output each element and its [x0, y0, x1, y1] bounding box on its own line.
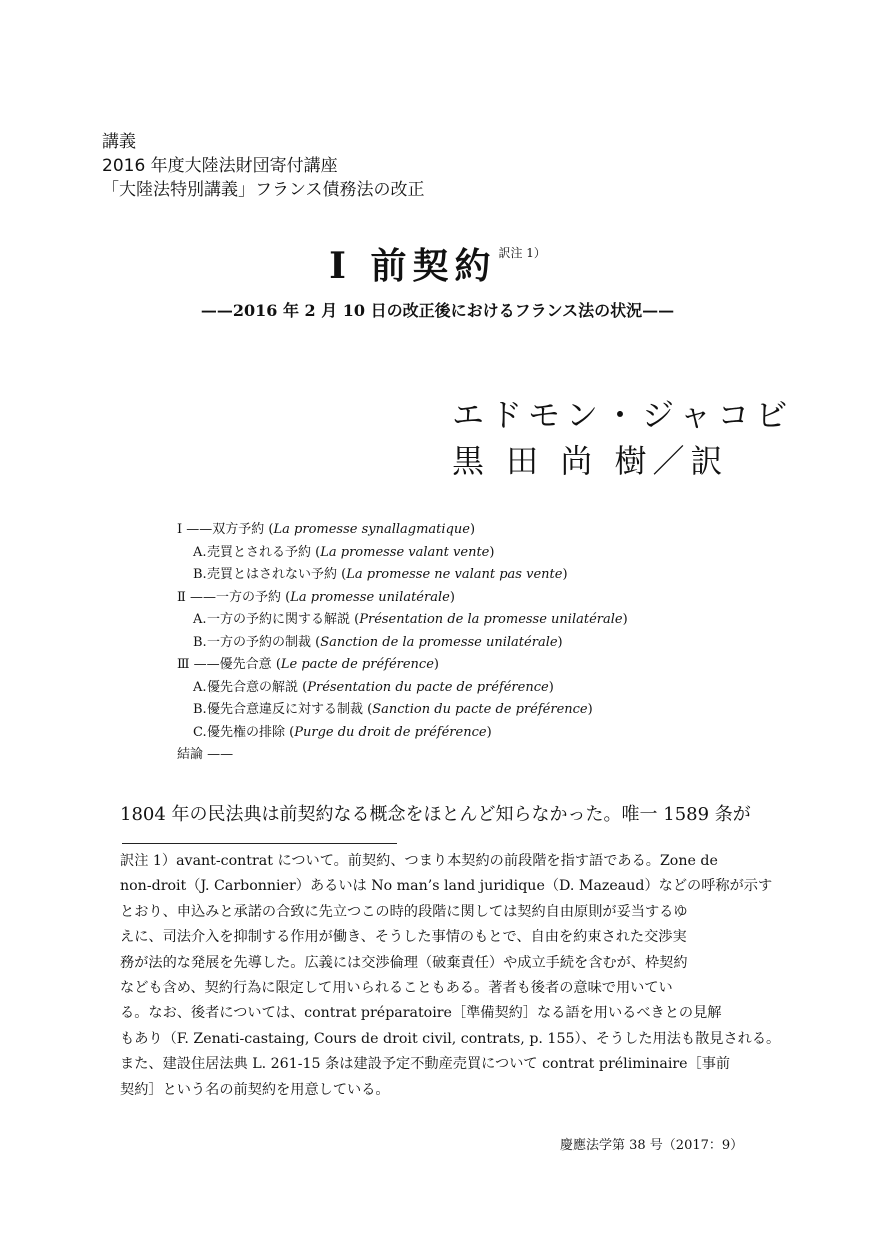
footnote-line: る。なお、後者については、contrat préparatoire［準備契約］なる語を用いるべきとの見解 [120, 1005, 722, 1022]
journal-footer: 慶應法学第 38 号（2017：9） [560, 1138, 744, 1153]
footnote-line: また、建設住居法典 L. 261-15 条は建設予定不動産売買について contrat préliminaire［事前 [120, 1056, 731, 1073]
toc-entry-label: Ⅰ —— [177, 522, 213, 537]
toc-entry-ja: 優先合意の解説 [207, 679, 299, 695]
toc-entry-label: A. [193, 679, 207, 695]
footnote-line: えに、司法介入を抑制する作用が働き、そうした事情のもとで、自由を約束された交渉実 [120, 929, 687, 946]
toc-entry-fr: (Le pacte de préférence) [271, 657, 439, 672]
toc-entry-ja: 売買とされる予約 [207, 544, 312, 560]
toc-entry [177, 654, 628, 677]
author-block [452, 392, 793, 484]
toc-entry-ja: 優先権の排除 [207, 724, 286, 740]
toc-entry-fr: (Sanction du pacte de préférence) [363, 702, 593, 717]
toc-entry-label: A. [193, 612, 207, 627]
toc-entry-label: Ⅲ —— [177, 657, 220, 672]
toc-entry-label: Ⅱ —— [177, 589, 216, 605]
toc-entry [177, 519, 628, 542]
article-subtitle: ——2016 年 2 月 10 日の改正後におけるフランス法の状況—— [200, 301, 675, 320]
header-category: 講義 [102, 132, 136, 152]
toc-entry-fr: (La promesse synallagmatique) [264, 522, 476, 537]
footnote-divider [122, 843, 397, 844]
header-course: 「大陸法特別講義」フランス債務法の改正 [102, 180, 425, 200]
toc-entry-ja: 一方の予約 [215, 589, 281, 605]
title-note-ref: 訳注 1） [498, 246, 546, 260]
footnote-line: 訳注 1）avant-contrat について。前契約、つまり本契約の前段階を指す語である。Zone de [120, 853, 718, 869]
toc-entry [177, 722, 628, 745]
toc-entry-fr: (Présentation du pacte de préférence) [298, 679, 554, 695]
header-series: 2016 年度大陸法財団寄付講座 [102, 156, 338, 176]
footnote-line: 契約］という名の前契約を用意している。 [120, 1081, 390, 1098]
footnote-line: non-droit（J. Carbonnier）あるいは No man’s land juridique（D. Mazeaud）などの呼称が示す [120, 878, 773, 895]
toc-entry-label: B. [193, 634, 207, 650]
translator-name: 黒 田 尚 樹／訳 [452, 442, 729, 480]
toc-entry-label: C. [193, 724, 207, 740]
toc-entry-ja: 一方の予約に関する解説 [207, 612, 351, 627]
toc-entry-fr: (Présentation de la promesse unilatérale) [350, 612, 628, 627]
toc-entry-ja: 売買とはされない予約 [207, 567, 338, 582]
article-title [0, 238, 875, 289]
toc-entry-ja: 一方の予約の制裁 [207, 634, 312, 650]
toc-entry [177, 587, 628, 610]
toc-entry-ja: 結論 —— [177, 747, 234, 762]
toc-entry-fr: (Purge du droit de préférence) [285, 724, 492, 740]
title-main: Ⅰ 前契約 [329, 245, 497, 287]
footnote-line: もあり（F. Zenati-castaing, Cours de droit civil, contrats, p. 155）、そうした用法も散見される。 [120, 1030, 781, 1047]
table-of-contents [177, 519, 628, 767]
body-text-first-line: 1804 年の民法典は前契約なる概念をほとんど知らなかった。唯一 1589 条が [120, 804, 751, 825]
toc-entry [177, 632, 628, 655]
toc-entry-ja: 優先合意違反に対する制裁 [207, 702, 364, 717]
toc-entry [177, 564, 628, 587]
footnote-line: なども含め、契約行為に限定して用いられることもある。著者も後者の意味で用いてい [120, 980, 673, 997]
lecture-header [102, 130, 425, 202]
toc-entry-ja: 双方予約 [212, 522, 265, 537]
translator-footnote [120, 849, 780, 1103]
toc-entry [177, 609, 628, 632]
toc-entry-label: B. [193, 702, 207, 717]
toc-entry [177, 744, 628, 767]
toc-entry-ja: 優先合意 [219, 657, 272, 672]
footnote-line: とおり、申込みと承諾の合致に先立つこの時的段階に関しては契約自由原則が妥当するゆ [120, 903, 688, 920]
author-name: エドモン・ジャコビ [452, 396, 794, 434]
toc-entry-fr: (La promesse unilatérale) [280, 589, 455, 605]
toc-entry-fr: (La promesse ne valant pas vente) [337, 567, 568, 582]
toc-entry [177, 542, 628, 565]
toc-entry [177, 677, 628, 700]
toc-entry-fr: (La promesse valant vente) [311, 544, 495, 560]
footnote-line: 務が法的な発展を先導した。広義には交渉倫理（破棄責任）や成立手続を含むが、枠契約 [120, 954, 688, 971]
toc-entry-label: B. [193, 567, 207, 582]
toc-entry-fr: (Sanction de la promesse unilatérale) [311, 634, 563, 650]
toc-entry-label: A. [193, 544, 207, 560]
toc-entry [177, 699, 628, 722]
